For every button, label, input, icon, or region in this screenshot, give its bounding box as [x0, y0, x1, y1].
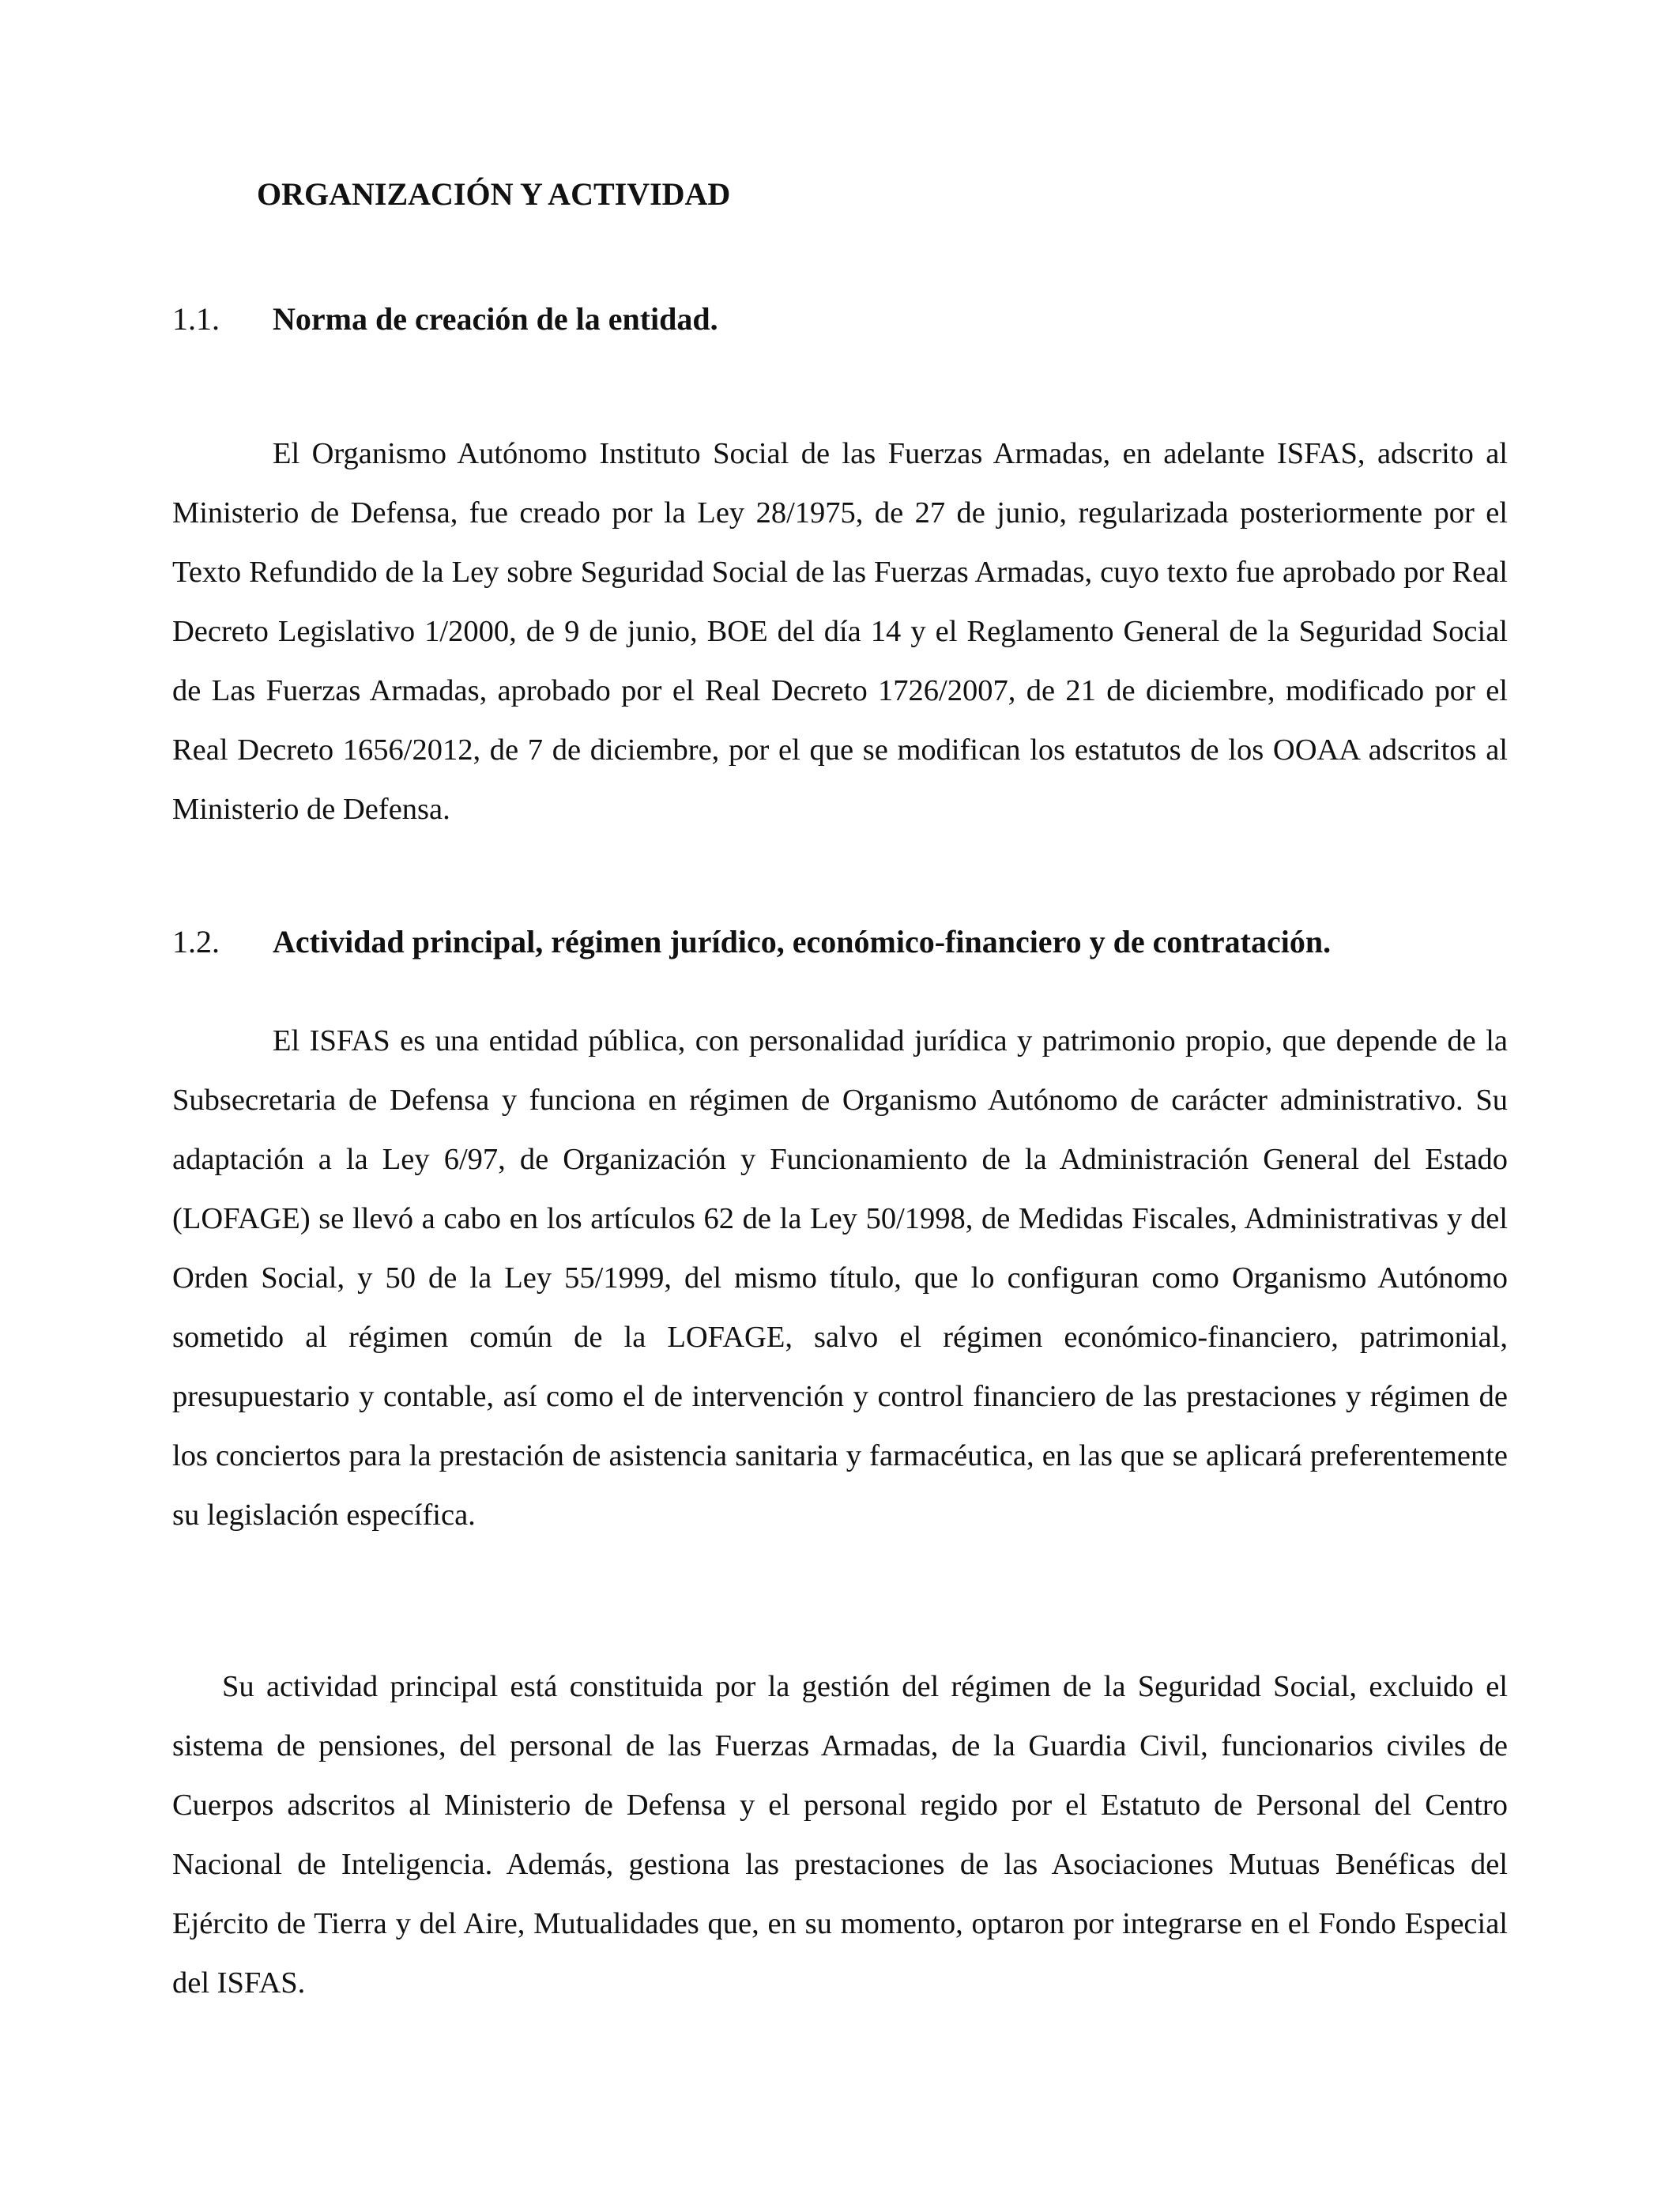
- section-1-2-paragraph-2: Su actividad principal está constituida por la gestión del régimen de la Seguridad Social, excluido el sistema de pensiones, del personal de las Fuerzas Armadas, de la Guardia Civil, funcionarios civiles de Cuerpos adscritos al Ministerio de Defensa y el personal regido por el Estatuto de Personal del Centro Nacional de Inteligencia. Además, gestiona las prestaciones de las Asociaciones Mutuas Benéficas del Ejército de Tierra y del Aire, Mutualidades que, en su momento, optaron por integrarse en el Fondo Especial del ISFAS.: [172, 1670, 1508, 2000]
- section-1-2-paragraph-1: El ISFAS es una entidad pública, con personalidad jurídica y patrimonio propio, que depende de la Subsecretaria de Defensa y funciona en régimen de Organismo Autónomo de carácter administrativo. Su adaptación a la Ley 6/97, de Organización y Funcionamiento de la Administración General del Estado (LOFAGE) se llevó a cabo en los artículos 62 de la Ley 50/1998, de Medidas Fiscales, Administrativas y del Orden Social, y 50 de la Ley 55/1999, del mismo título, que lo configuran como Organismo Autónomo sometido al régimen común de la LOFAGE, salvo el régimen económico-financiero, patrimonial, presupuestario y contable, así como el de intervención y control financiero de las prestaciones y régimen de los conciertos para la prestación de asistencia sanitaria y farmacéutica, en las que se aplicará preferentemente su legislación específica.: [172, 1024, 1508, 1532]
- section-heading-text: Norma de creación de la entidad.: [273, 301, 718, 337]
- section-number: 1.1.: [172, 301, 220, 337]
- section-1-1-paragraph-1: El Organismo Autónomo Instituto Social de las Fuerzas Armadas, en adelante ISFAS, adscrito al Ministerio de Defensa, fue creado por la Ley 28/1975, de 27 de junio, regularizada posteriormente por el Texto Refundido de la Ley sobre Seguridad Social de las Fuerzas Armadas, cuyo texto fue aprobado por Real Decreto Legislativo 1/2000, de 9 de junio, BOE del día 14 y el Reglamento General de la Seguridad Social de Las Fuerzas Armadas, aprobado por el Real Decreto 1726/2007, de 21 de diciembre, modificado por el Real Decreto 1656/2012, de 7 de diciembre, por el que se modifican los estatutos de los OOAA adscritos al Ministerio de Defensa.: [172, 437, 1508, 826]
- section-1-2-heading: [172, 920, 1508, 964]
- section-heading-text: Actividad principal, régimen jurídico, económico-financiero y de contratación.: [273, 924, 1332, 959]
- document-title: ORGANIZACIÓN Y ACTIVIDAD: [257, 176, 731, 212]
- section-1-1-heading: [172, 297, 1508, 341]
- section-number: 1.2.: [172, 924, 220, 959]
